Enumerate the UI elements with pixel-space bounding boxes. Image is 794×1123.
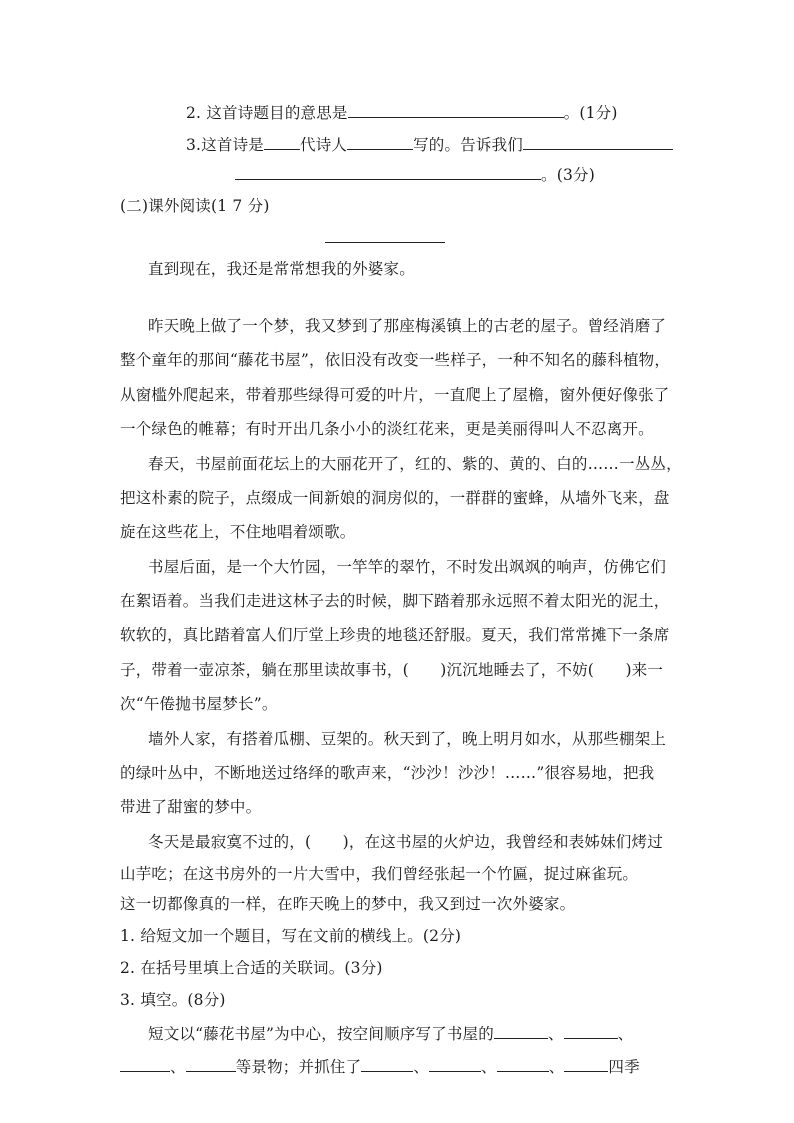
question-3 (186, 133, 673, 156)
passage-line: 的绿叶丛中，不断地送过络绎的歌声来，“沙沙！沙沙！……”很容易地，把我 (120, 764, 655, 782)
question-3-part-a: 3.这首诗是 (186, 136, 264, 154)
answer-blank[interactable] (347, 133, 413, 150)
answer-blank[interactable] (264, 133, 300, 150)
exercise-3-text: 短文以“藤花书屋”为中心，按空间顺序写了书屋的 (148, 1025, 494, 1043)
passage-line: 山芋吃；在这书房外的一片大雪中，我们曾经张起一个竹匾，捉过麻雀玩。 (120, 865, 639, 883)
passage-title-blank[interactable] (325, 242, 445, 243)
separator: 、 (547, 1025, 564, 1043)
exercise-3-text: 等景物；并抓住了 (235, 1058, 362, 1076)
passage-line: 昨天晚上做了一个梦，我又梦到了那座梅溪镇上的古老的屋子。曾经消磨了 (148, 317, 667, 335)
answer-blank[interactable] (361, 1055, 413, 1072)
separator: 、 (548, 1058, 565, 1076)
question-2 (186, 101, 618, 124)
answer-blank[interactable] (564, 1055, 608, 1072)
answer-blank[interactable] (120, 1055, 170, 1072)
passage-line: 春天，书屋前面花坛上的大丽花开了，红的、紫的、黄的、白的……一丛丛， (148, 455, 682, 473)
exercise-3-line-1 (148, 1022, 633, 1045)
question-3-part-b: 代诗人 (300, 136, 348, 154)
question-3-continued (235, 163, 595, 186)
passage-line: 一个绿色的帷幕；有时开出几条小小的淡红花来，更是美丽得叫人不忍离开。 (120, 420, 654, 438)
question-3-score: 。(3分) (541, 166, 595, 184)
question-3-part-c: 写的。告诉我们 (413, 136, 524, 154)
answer-blank[interactable] (429, 1055, 481, 1072)
passage-line: 墙外人家，有搭着瓜棚、豆架的。秋天到了，晚上明月如水，从那些棚架上 (148, 730, 667, 748)
passage-line: 整个童年的那间“藤花书屋”，依旧没有改变一些样子，一种不知名的藤科植物， (120, 351, 671, 369)
exercise-3: 3. 填空。(8分) (120, 991, 226, 1009)
exercise-3-text-end: 四季 (608, 1058, 640, 1076)
answer-blank[interactable] (348, 101, 564, 118)
question-2-score: 。(1分) (563, 104, 618, 122)
passage-line: 把这朴素的院子，点缀成一间新娘的洞房似的，一群群的蜜蜂，从墙外飞来，盘 (120, 489, 670, 507)
section-heading: (二)课外阅读(1 7 分) (120, 197, 270, 215)
answer-blank[interactable] (186, 1055, 236, 1072)
answer-blank[interactable] (497, 1055, 549, 1072)
passage-line: 子，带着一壶凉茶，躺在那里读故事书，( )沉沉地睡去了，不妨( )来一 (120, 661, 664, 679)
passage-line: 软软的，真比踏着富人们厅堂上珍贵的地毯还舒服。夏天，我们常常摊下一条席 (120, 626, 670, 644)
separator: 、 (481, 1058, 497, 1076)
answer-blank[interactable] (564, 1022, 618, 1039)
exercise-2: 2. 在括号里填上合适的关联词。(3分) (120, 959, 383, 977)
passage-line: 带进了甜蜜的梦中。 (120, 798, 262, 816)
separator: 、 (413, 1058, 430, 1076)
answer-blank[interactable] (494, 1022, 548, 1039)
passage-line: 在絮语着。当我们走进这林子去的时候，脚下踏着那永远照不着太阳光的泥土， (120, 592, 670, 610)
separator: 、 (170, 1058, 186, 1076)
question-2-text: 2. 这首诗题目的意思是 (186, 104, 348, 122)
passage-line: 旋在这些花上，不住地唱着颂歌。 (120, 523, 356, 541)
passage-paragraph-1: 直到现在，我还是常常想我的外婆家。 (148, 260, 415, 278)
exercise-1: 1. 给短文加一个题目，写在文前的横线上。(2分) (120, 927, 462, 945)
passage-paragraph-7: 这一切都像真的一样，在昨天晚上的梦中，我又到过一次外婆家。 (120, 895, 576, 913)
answer-blank[interactable] (235, 163, 541, 180)
separator: 、 (617, 1025, 634, 1043)
answer-blank[interactable] (523, 133, 673, 150)
exercise-3-line-2 (120, 1055, 640, 1078)
passage-line: 冬天是最寂寞不过的，( )，在这书屋的火炉边，我曾经和表姊妹们烤过 (148, 833, 663, 851)
passage-line: 书屋后面，是一个大竹园，一竿竿的翠竹，不时发出飒飒的响声，仿佛它们 (148, 558, 667, 576)
passage-line: 从窗槛外爬起来，带着那些绿得可爱的叶片，一直爬上了屋檐，窗外便好像张了 (120, 386, 670, 404)
passage-line: 次“午倦抛书屋梦长”。 (120, 695, 278, 713)
